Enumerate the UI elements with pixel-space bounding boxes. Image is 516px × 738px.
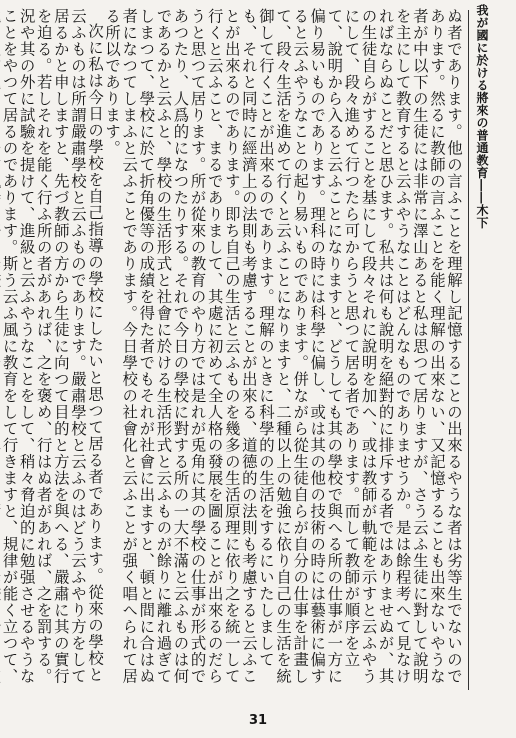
header-rule: [468, 10, 469, 690]
vertical-text-body: [0, 8, 463, 698]
page-number: 31: [248, 713, 268, 728]
paragraph: 次に私は今日の學校を自己指導の學校にしたいと思つて居る者であります。從來の學校と云ふものは所謂嚴肅學校と云ふものであります。嚴肅學校と云ふのはどう云ふやり方をして居るかと申しますと、先づ教師の方から生徒に向つて目的と方法を與へる、嚴肅に其の實行を迫る。若しそれを能く行ふ所の者があれば、之を褒め、行はぬ者があれば、之を罰する。況や其の外に試驗を提けて、進級と云ふやうなことをして、稍々脅迫的に勉强させるやうなことをやつて居るのであります。斯う云ふ風に教育をして行きますと、規律が能く立つて、: [0, 8, 105, 685]
paragraph: ぬ者であります。他の言ふことを理解し記憶することの出來るやうな者は劣等生でないのであります。然るに教師の言ふことを能く理解の出來ない、又記憶することも出來ないやうな者が中以下の生徒には非常に澤山あると私は思つて居りますが、さう云ふ生徒に對して說明を主にして教育すると云ふやうなことはどんなものでありませうか。是は餘程考へて見なければならぬことだと思ひます。私共は何も說明を絕對的に排斥する者ではありませぬが、其の生徒自らがすることを基にして段々それに說明を加へ、或は教師が軌範を示すと云ふやうにして、段々進めて行つたら可からうと思つて居る者であります。而して教師が順序を立て、說明から入ると云ふことになりますと、どうしても其の學校で與へる所の仕事が一方に偏り易いものであります。理科の時には科學に偏し、或は其の他の技術の時には藝術に偏すると云ふやうなことの起り易いものであります。併ながら從生徒自らが自分の仕事を計畫して、段々生活を進めて行くと云ふことになりますと、二種以上の勉強に依り自己の生活を統御して行くことが出來るのであります。理解のときに科學的の生活をするにいたしましても、それと同時に經濟上の法則も考慮することが出來る、道德的の法則も考慮すると云ふことが出來るのであります。即ち自己の生活と云ふものを幾多の生活原理に依り之を統一して行くと云ふこと、まるでありまして、其處に初めて全人格の發展を圖ることが出來るのだらうと思つて居ります。所が從來の教育のやり方では是れが兎角に其の學校の仕事が形式的であつたり、人爲的になつたりする。それで今日の學校に對する所の一大不滿と云ふものは何であるかと云ふと、學校の生活形式と社會に於ける生活形式と云ふものが餘りに離れ過ぎてしまつて、學校に於て折角優等の成績を得た者でもそれが社會に出ますと、頓と間に合はぬ者になつてしまふと云ふことであります。今日學校の社會化と云ふことが强く唱へられて居る所以であります。: [103, 8, 463, 685]
running-header: 我が國に於ける將來の普通教育――木下: [475, 4, 489, 229]
